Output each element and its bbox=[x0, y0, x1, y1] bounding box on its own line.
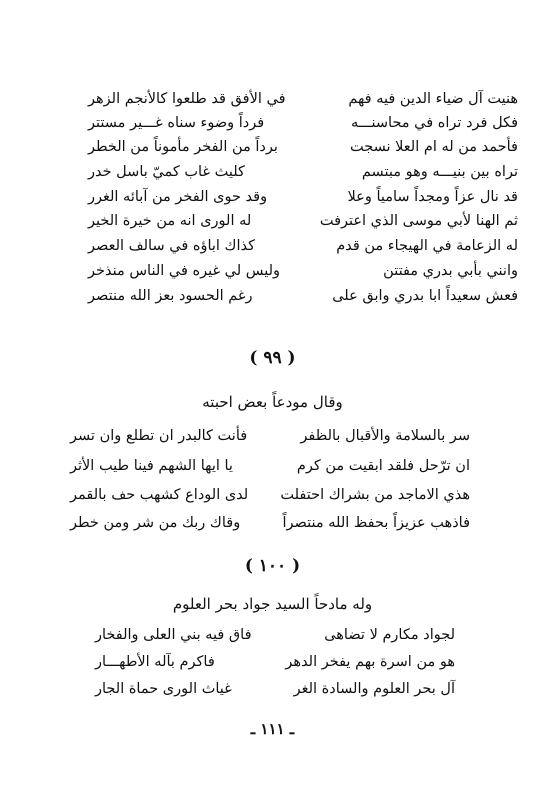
verse-line bbox=[88, 159, 518, 185]
verse-second-hemistich: وقد حوى الفخر من آبائه الغرر bbox=[88, 189, 268, 205]
verse-line bbox=[88, 184, 518, 210]
verse-line bbox=[88, 86, 518, 112]
verse-line bbox=[88, 283, 518, 309]
verse-second-hemistich: كليث غاب كميّ باسل خدر bbox=[88, 164, 245, 180]
verse-first-hemistich: تراه بين بنيـــه وهو مبتسم bbox=[361, 164, 518, 180]
verse-line bbox=[88, 233, 518, 259]
verse-line bbox=[88, 258, 518, 284]
page-number: ـ ١١١ ـ bbox=[250, 720, 295, 738]
verse-second-hemistich: لدى الوداع كشهب حف بالقمر bbox=[70, 487, 249, 503]
verse-line bbox=[70, 453, 470, 479]
verse-first-hemistich: لجواد مكارم لا تضاهى bbox=[324, 627, 455, 643]
verse-second-hemistich: فأنت كالبدر ان تطلع وان تسر bbox=[70, 428, 248, 444]
verse-second-hemistich: يا ايها الشهم فينا طيب الأثر bbox=[70, 458, 233, 474]
verse-second-hemistich: كذاك اباؤه في سالف العصر bbox=[88, 238, 256, 254]
verse-line bbox=[70, 423, 470, 449]
verse-second-hemistich: وقاك ربك من شر ومن خطر bbox=[70, 515, 241, 531]
verse-line bbox=[95, 676, 455, 702]
verse-first-hemistich: فأحمد من له ام العلا نسجت bbox=[349, 139, 518, 155]
verse-second-hemistich: وليس لي غيره في الناس منذخر bbox=[88, 263, 281, 279]
verse-first-hemistich: وانني بأبي بدري مفتتن bbox=[383, 263, 518, 279]
verse-first-hemistich: فكل فرد تراه في محاسنـــه bbox=[350, 115, 518, 131]
verse-first-hemistich: ان ترّحل فلقد ابقيت من كرم bbox=[296, 458, 470, 474]
verse-first-hemistich: قد نال عزاً ومجداً سامياً وعلا bbox=[347, 189, 518, 205]
verse-second-hemistich: في الأفق قد طلعوا كالأنجم الزهر bbox=[88, 91, 286, 107]
verse-first-hemistich: آل بحر العلوم والسادة الغر bbox=[293, 681, 455, 697]
verse-line bbox=[88, 110, 518, 136]
poem-heading: وله مادحاً السيد جواد بحر العلوم bbox=[172, 595, 373, 613]
verse-second-hemistich: له الورى انه من خيرة الخير bbox=[88, 213, 252, 229]
verse-second-hemistich: رغم الحسود بعز الله منتصر bbox=[88, 288, 253, 304]
poem-heading: وقال مودعاً بعض احبته bbox=[202, 393, 343, 411]
verse-line bbox=[95, 622, 455, 648]
poem-number: ( ١٠٠ ) bbox=[244, 556, 301, 576]
verse-first-hemistich: فعش سعيداً ابا بدري وابق على bbox=[332, 288, 518, 304]
verse-line bbox=[95, 649, 455, 675]
verse-first-hemistich: سر بالسلامة والأقبال بالظفر bbox=[300, 428, 470, 444]
verse-second-hemistich: غياث الورى حماة الجار bbox=[95, 681, 232, 697]
verse-first-hemistich: له الزعامة في الهيجاء من قدم bbox=[336, 238, 518, 254]
verse-line bbox=[88, 134, 518, 160]
verse-line bbox=[70, 510, 470, 536]
verse-first-hemistich: ثم الهنا لأبي موسى الذي اعترفت bbox=[319, 213, 518, 229]
verse-second-hemistich: برداً من الفخر مأموناً من الخطر bbox=[88, 139, 278, 155]
verse-first-hemistich: هو من اسرة بهم يفخر الدهر bbox=[285, 654, 455, 670]
verse-first-hemistich: هذي الاماجد من بشراك احتفلت bbox=[280, 487, 470, 503]
verse-second-hemistich: فرداً وضوء سناه غـــير مستتر bbox=[88, 115, 265, 131]
poem-number: ( ٩٩ ) bbox=[249, 348, 296, 368]
verse-second-hemistich: فاق فيه بني العلى والفخار bbox=[95, 627, 252, 643]
verse-line bbox=[88, 208, 518, 234]
verse-first-hemistich: فاذهب عزيزاً بحفظ الله منتصراً bbox=[282, 515, 470, 531]
verse-line bbox=[70, 482, 470, 508]
verse-second-hemistich: فاكرم بآله الأطهـــار bbox=[95, 654, 215, 670]
verse-first-hemistich: هنيت آل ضياء الدين فيه فهم bbox=[348, 91, 518, 107]
